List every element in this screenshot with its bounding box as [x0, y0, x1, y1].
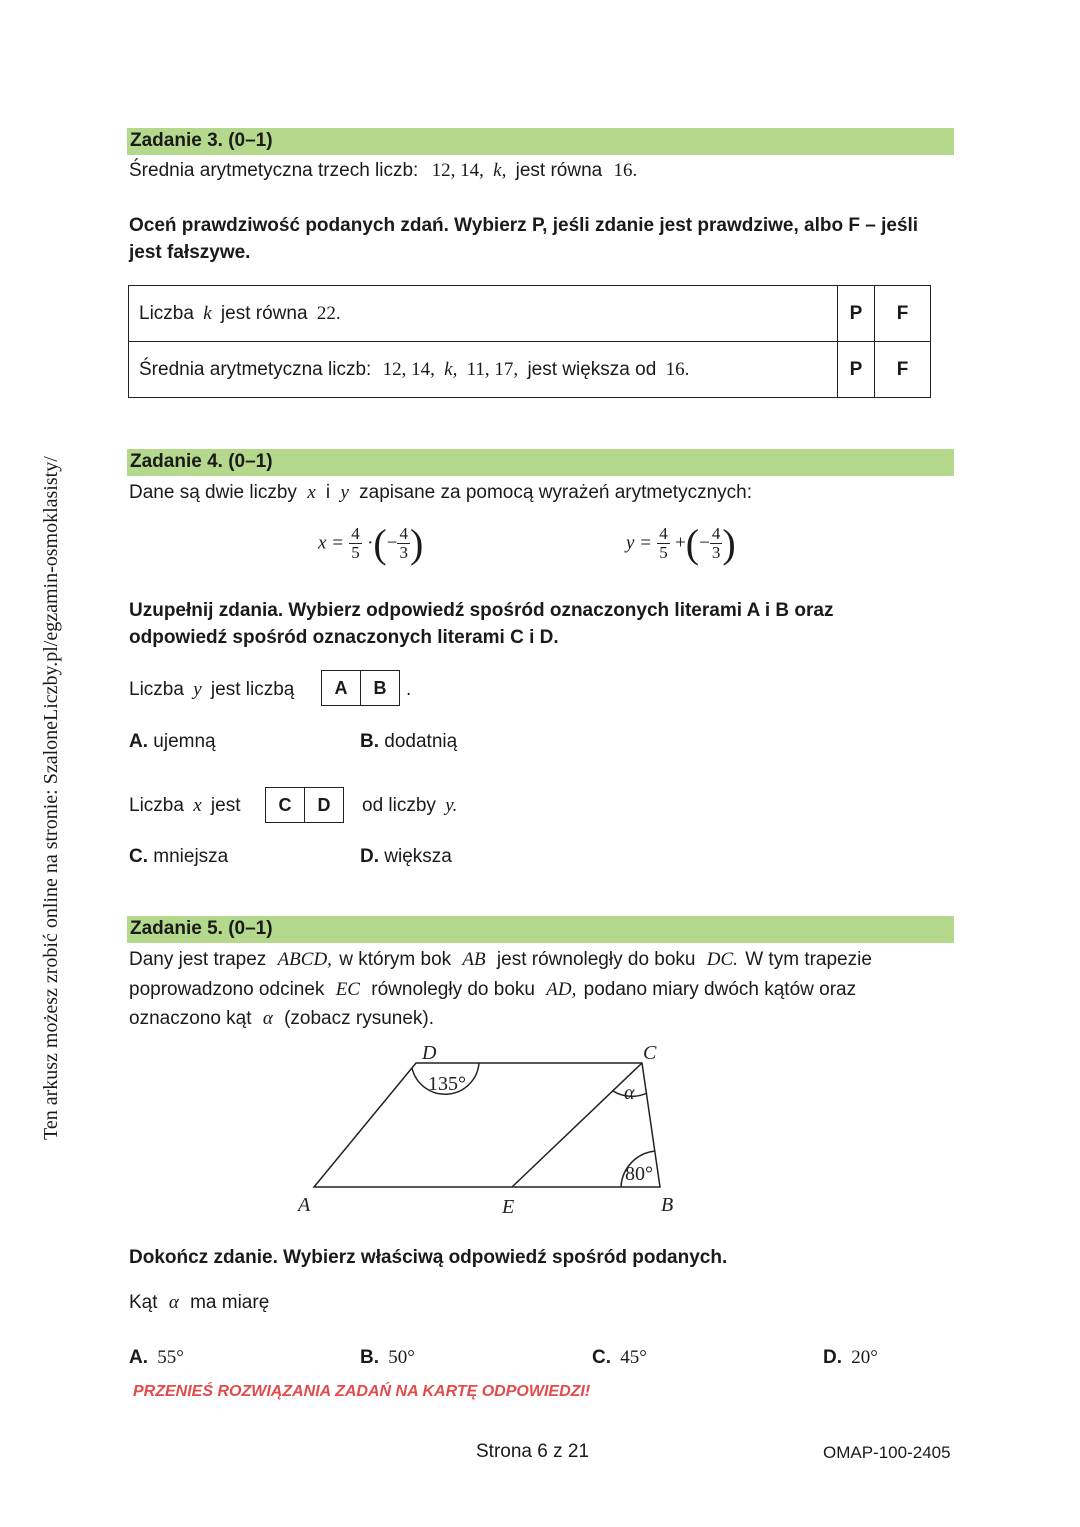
paren-open: ( [685, 521, 700, 566]
task3-intro-mid: jest równa [515, 160, 603, 181]
statement-num: 11, 17, [466, 358, 519, 380]
answer-p-button[interactable]: P [838, 286, 875, 342]
intro-var: EC [335, 979, 360, 1000]
option-text: mniejsza [153, 846, 229, 867]
option-letter: C. [129, 846, 148, 867]
sentence-text: jest liczbą [210, 679, 295, 700]
intro-text: poprowadzono odcinek [129, 979, 325, 1000]
statement-num: 22. [316, 302, 341, 324]
option-value: 20° [851, 1347, 878, 1368]
expression-x [318, 520, 423, 567]
fraction [349, 525, 362, 562]
sentence-text: jest [210, 795, 241, 816]
statement-cell [129, 286, 838, 342]
task3-instruction: Oceń prawdziwość podanych zdań. Wybierz P, jeśli zdanie jest prawdziwe, albo F – jeśli jest fałszywe. [129, 215, 919, 263]
intro-text: podano miary dwóch kątów oraz [583, 979, 857, 1000]
vertex-b-label: B [661, 1194, 674, 1216]
option-d[interactable] [360, 846, 452, 868]
table-row [129, 342, 931, 398]
segment-ec [512, 1063, 642, 1187]
statement-cell [129, 342, 838, 398]
vertex-e-label: E [502, 1196, 515, 1218]
task5-option-b[interactable] [360, 1347, 415, 1369]
option-value: 50° [388, 1347, 415, 1368]
statement-var: k [203, 302, 212, 324]
task3-intro-text: Średnia arytmetyczna trzech liczb: [129, 160, 419, 181]
transfer-answers-notice: PRZENIEŚ ROZWIĄZANIA ZADAŃ NA KARTĘ ODPOWIEDZI! [133, 1383, 591, 1400]
option-text: dodatnią [384, 731, 458, 752]
option-letter: A. [129, 731, 148, 752]
option-c[interactable] [129, 846, 228, 868]
intro-text: W tym trapezie [745, 949, 872, 970]
statement-text: Średnia arytmetyczna liczb: [139, 358, 372, 380]
statement-text: jest większa od [527, 358, 657, 380]
statement-num: 12, 14, [382, 358, 435, 380]
task4-intro-text: zapisane za pomocą wyrażeń arytmetycznych: [359, 482, 752, 503]
option-a[interactable] [129, 731, 216, 753]
fraction [657, 525, 670, 562]
intro-var: AB [462, 949, 486, 970]
sentence-var: x [193, 795, 202, 816]
task3-intro [129, 160, 637, 182]
intro-text: Dany jest trapez [129, 949, 267, 970]
fraction-num: 4 [351, 524, 360, 543]
expr-lhs: x = [318, 532, 345, 554]
fraction-den: 5 [351, 543, 360, 562]
task5-header-bar [127, 916, 954, 943]
intro-text: równoległy do boku [371, 979, 535, 1000]
sentence-var: y [193, 679, 202, 700]
intro-text: jest równoległy do boku [496, 949, 696, 970]
side-watermark-text: Ten arkusz możesz zrobić online na stronie: SzaloneLiczby.pl/egzamin-osmoklasisty/ [40, 456, 62, 1140]
expression-y [626, 520, 736, 567]
sentence-var: y. [445, 795, 458, 816]
task5-option-c[interactable] [592, 1347, 647, 1369]
task4-intro-text: Dane są dwie liczby [129, 482, 297, 503]
fraction-den: 3 [399, 543, 408, 562]
expr-lhs: y = [626, 532, 653, 554]
fraction-den: 3 [711, 543, 721, 562]
vertex-c-label: C [643, 1042, 657, 1064]
option-value: 55° [157, 1347, 184, 1368]
sentence-text: Liczba [129, 679, 184, 700]
intro-text: w którym bok [339, 949, 452, 970]
paren-close: ) [722, 521, 736, 566]
statement-text: jest równa [220, 302, 308, 324]
task5-option-d[interactable] [823, 1347, 878, 1369]
statement-var: k, [444, 358, 458, 380]
option-text: ujemną [153, 731, 216, 752]
expr-op: · [367, 532, 374, 554]
choice-box-cd [265, 787, 344, 823]
trapezoid-figure [280, 1035, 700, 1225]
sentence-text: od liczby [362, 795, 436, 816]
angle-d-label: 135° [428, 1073, 466, 1095]
choice-c-button[interactable]: C [278, 794, 292, 815]
task5-header: Zadanie 5. (0–1) [130, 918, 273, 939]
option-b[interactable] [360, 731, 457, 753]
page-number: Strona 6 z 21 [476, 1441, 590, 1462]
statement-text: Liczba [139, 302, 194, 324]
option-text: większa [384, 846, 452, 867]
task5-option-a[interactable] [129, 1347, 184, 1369]
task4-intro-i: i [325, 482, 331, 503]
option-letter: D. [823, 1347, 842, 1368]
statement-num: 16. [665, 358, 690, 380]
intro-var: AD, [546, 979, 577, 1000]
task4-sentence1 [129, 679, 294, 701]
fraction-num: 4 [659, 524, 668, 543]
choice-a-button[interactable]: A [334, 677, 348, 698]
stem-text: Kąt [129, 1292, 158, 1313]
expr-sign: − [386, 532, 398, 554]
task3-header: Zadanie 3. (0–1) [130, 130, 273, 151]
paren-close: ) [409, 521, 424, 566]
task5-instruction: Dokończ zdanie. Wybierz właściwą odpowiedź spośród podanych. [129, 1247, 728, 1268]
intro-var: α [262, 1008, 273, 1029]
answer-f-button[interactable]: F [875, 342, 931, 398]
task3-true-false-table [128, 285, 931, 398]
answer-f-button[interactable]: F [875, 286, 931, 342]
intro-text: oznaczono kąt [129, 1008, 252, 1029]
task4-sentence2-end [362, 795, 457, 817]
task4-header-bar [127, 449, 954, 476]
angle-b-label: 80° [625, 1163, 653, 1185]
sentence-text: Liczba [129, 795, 184, 816]
table-row [129, 286, 931, 342]
task3-intro-nums: 12, 14, [431, 160, 484, 181]
choice-b-button[interactable]: B [360, 671, 399, 705]
option-letter: D. [360, 846, 379, 867]
sentence-period: . [406, 679, 412, 700]
fraction [397, 525, 410, 562]
choice-box-ab [321, 670, 400, 706]
option-letter: B. [360, 1347, 379, 1368]
exam-code: OMAP-100-2405 [823, 1443, 951, 1462]
task4-intro-y: y [340, 482, 349, 503]
choice-d-button[interactable]: D [304, 788, 343, 822]
task5-intro-line1 [129, 949, 872, 971]
option-letter: A. [129, 1347, 148, 1368]
stem-var: α [168, 1292, 179, 1313]
option-value: 45° [620, 1347, 647, 1368]
option-letter: B. [360, 731, 379, 752]
task5-intro-line3 [129, 1008, 434, 1030]
option-letter: C. [592, 1347, 611, 1368]
task4-sentence2 [129, 795, 241, 817]
fraction-num: 4 [399, 524, 408, 543]
answer-p-button[interactable]: P [838, 342, 875, 398]
vertex-d-label: D [422, 1042, 437, 1064]
fraction-num: 4 [711, 524, 721, 543]
task3-intro-value: 16. [613, 160, 638, 181]
task4-header: Zadanie 4. (0–1) [130, 451, 273, 472]
intro-text: (zobacz rysunek). [284, 1008, 435, 1029]
stem-text: ma miarę [190, 1292, 270, 1313]
fraction-den: 5 [659, 543, 668, 562]
fraction [710, 525, 723, 562]
intro-var: ABCD, [277, 949, 332, 970]
task4-instruction: Uzupełnij zdania. Wybierz odpowiedź spośród oznaczonych literami A i B oraz odpowiedź spośród oznaczonych literami C i D. [129, 600, 834, 648]
trapezoid-abcd [314, 1063, 660, 1187]
task3-intro-k: k, [493, 160, 507, 181]
expr-op: + [675, 532, 686, 554]
alpha-label: α [624, 1082, 635, 1104]
task4-intro [129, 482, 752, 504]
expr-sign: − [699, 532, 710, 554]
task4-intro-x: x [307, 482, 316, 503]
task3-header-bar [127, 128, 954, 155]
vertex-a-label: A [298, 1194, 311, 1216]
paren-open: ( [373, 521, 387, 566]
task5-stem [129, 1292, 269, 1314]
task5-intro-line2 [129, 979, 856, 1001]
intro-var: DC. [706, 949, 738, 970]
